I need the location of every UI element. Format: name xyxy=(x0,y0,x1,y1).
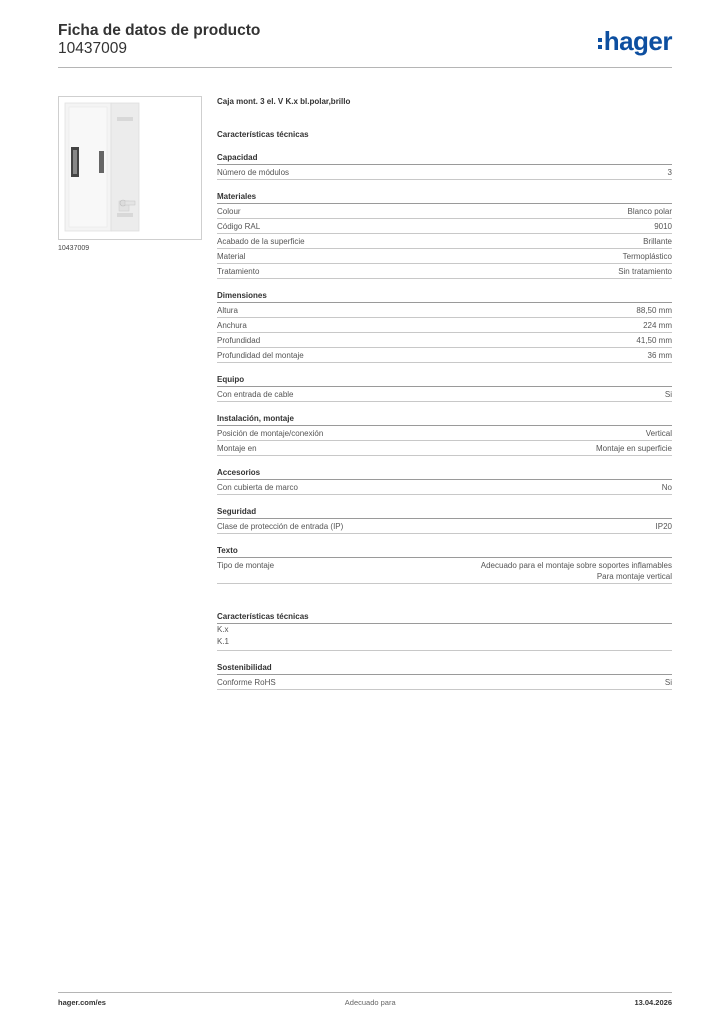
spec-label: Anchura xyxy=(217,321,247,330)
section-title: Características técnicas xyxy=(217,612,672,624)
spec-value xyxy=(628,206,672,217)
spec-section xyxy=(217,375,672,402)
spec-value-line: 224 mm xyxy=(643,321,672,330)
spec-label: Altura xyxy=(217,306,238,315)
spec-row xyxy=(217,426,672,441)
spec-section xyxy=(217,192,672,279)
spec-row xyxy=(217,303,672,318)
tech-section xyxy=(217,612,672,651)
spec-row xyxy=(217,675,672,690)
spec-label: Clase de protección de entrada (IP) xyxy=(217,522,344,531)
spec-value xyxy=(636,335,672,346)
tech-item: K.1 xyxy=(217,637,230,646)
spec-label: Posición de montaje/conexión xyxy=(217,429,324,438)
spec-row xyxy=(217,234,672,249)
spec-value xyxy=(623,251,672,262)
spec-section xyxy=(217,546,672,584)
spec-value-line: Termoplástico xyxy=(622,252,672,261)
section-title: Sostenibilidad xyxy=(217,663,672,675)
spec-value-line: 88,50 mm xyxy=(636,306,672,315)
spec-row xyxy=(217,519,672,534)
spec-label: Código RAL xyxy=(217,222,261,231)
section-title: Materiales xyxy=(217,192,672,204)
spec-value-line: Blanco polar xyxy=(627,207,672,216)
spec-row xyxy=(217,348,672,363)
spec-row xyxy=(217,387,672,402)
spec-value-line: Sin tratamiento xyxy=(618,267,672,276)
spec-section xyxy=(217,468,672,495)
spec-value xyxy=(596,443,672,454)
header-divider xyxy=(58,67,672,68)
spec-label: Tipo de montaje xyxy=(217,561,275,570)
spec-value-line: Si xyxy=(664,390,672,399)
spec-value xyxy=(643,236,672,247)
spec-value-line: 3 xyxy=(667,168,672,177)
spec-section xyxy=(217,507,672,534)
spec-value xyxy=(668,167,672,178)
spec-row xyxy=(217,333,672,348)
spec-value: Si xyxy=(664,678,672,687)
hager-logo xyxy=(598,26,672,56)
spec-label: Número de módulos xyxy=(217,168,290,177)
footer-website: hager.com/es xyxy=(58,998,106,1007)
footer-divider xyxy=(58,992,672,993)
sustainability-section xyxy=(217,663,672,690)
section-title: Instalación, montaje xyxy=(217,414,672,426)
page-header xyxy=(58,22,260,58)
spec-section xyxy=(217,414,672,456)
spec-value-line: Vertical xyxy=(645,429,672,438)
spec-value-line: Para montaje vertical xyxy=(596,572,672,581)
tech-items xyxy=(217,624,672,651)
section-title: Equipo xyxy=(217,375,672,387)
section-title: Accesorios xyxy=(217,468,672,480)
spec-row xyxy=(217,558,672,584)
spec-value-line: No xyxy=(661,483,672,492)
page-footer xyxy=(58,998,672,1007)
spec-row xyxy=(217,219,672,234)
spec-section xyxy=(217,291,672,363)
footer-date: 13.04.2026 xyxy=(634,998,672,1007)
page-title: Ficha de datos de producto xyxy=(58,22,261,39)
spec-row xyxy=(217,441,672,456)
spec-value xyxy=(656,521,672,532)
spec-label: Montaje en xyxy=(217,444,257,453)
logo-text: hager xyxy=(603,26,672,56)
spec-label: Con cubierta de marco xyxy=(217,483,298,492)
spec-row xyxy=(217,204,672,219)
spec-label: Colour xyxy=(217,207,241,216)
spec-row xyxy=(217,264,672,279)
product-name: Caja mont. 3 el. V K.x bl.polar,brillo xyxy=(217,97,351,106)
spec-value-line: 9010 xyxy=(654,222,672,231)
tech-header: Características técnicas xyxy=(217,130,309,139)
spec-value-line: 41,50 mm xyxy=(636,336,672,345)
spec-value xyxy=(646,428,672,439)
spec-value xyxy=(654,221,672,232)
spec-value-line: Adecuado para el montaje sobre soportes inflamables xyxy=(480,561,672,570)
spec-label: Conforme RoHS xyxy=(217,678,276,687)
section-title: Seguridad xyxy=(217,507,672,519)
section-title: Capacidad xyxy=(217,153,672,165)
spec-value-line: 36 mm xyxy=(647,351,672,360)
section-title: Dimensiones xyxy=(217,291,672,303)
spec-value xyxy=(662,482,672,493)
spec-label: Con entrada de cable xyxy=(217,390,294,399)
section-title: Texto xyxy=(217,546,672,558)
spec-row xyxy=(217,480,672,495)
spec-row xyxy=(217,165,672,180)
spec-label: Tratamiento xyxy=(217,267,260,276)
spec-value xyxy=(665,389,672,400)
spec-row xyxy=(217,318,672,333)
tech-item: K.x xyxy=(217,625,229,634)
spec-label: Profundidad xyxy=(217,336,261,345)
spec-value-line: Brillante xyxy=(643,237,672,246)
spec-value xyxy=(648,350,672,361)
spec-section xyxy=(217,153,672,180)
logo-dots-icon xyxy=(598,38,602,49)
spec-value xyxy=(643,320,672,331)
spec-row xyxy=(217,249,672,264)
footer-note: Adecuado para xyxy=(344,998,396,1007)
spec-sections xyxy=(217,153,672,584)
product-box-illustration xyxy=(59,97,201,239)
spec-value-line: Montaje en superficie xyxy=(595,444,672,453)
spec-value xyxy=(618,266,672,277)
spec-value-line: IP20 xyxy=(655,522,672,531)
image-caption: 10437009 xyxy=(58,245,90,252)
spec-label: Profundidad del montaje xyxy=(217,351,304,360)
spec-label: Material xyxy=(217,252,246,261)
product-image xyxy=(58,96,202,240)
spec-label: Acabado de la superficie xyxy=(217,237,305,246)
spec-value xyxy=(636,305,672,316)
spec-value xyxy=(481,560,672,582)
spec-content xyxy=(217,96,672,702)
product-number: 10437009 xyxy=(58,40,127,57)
